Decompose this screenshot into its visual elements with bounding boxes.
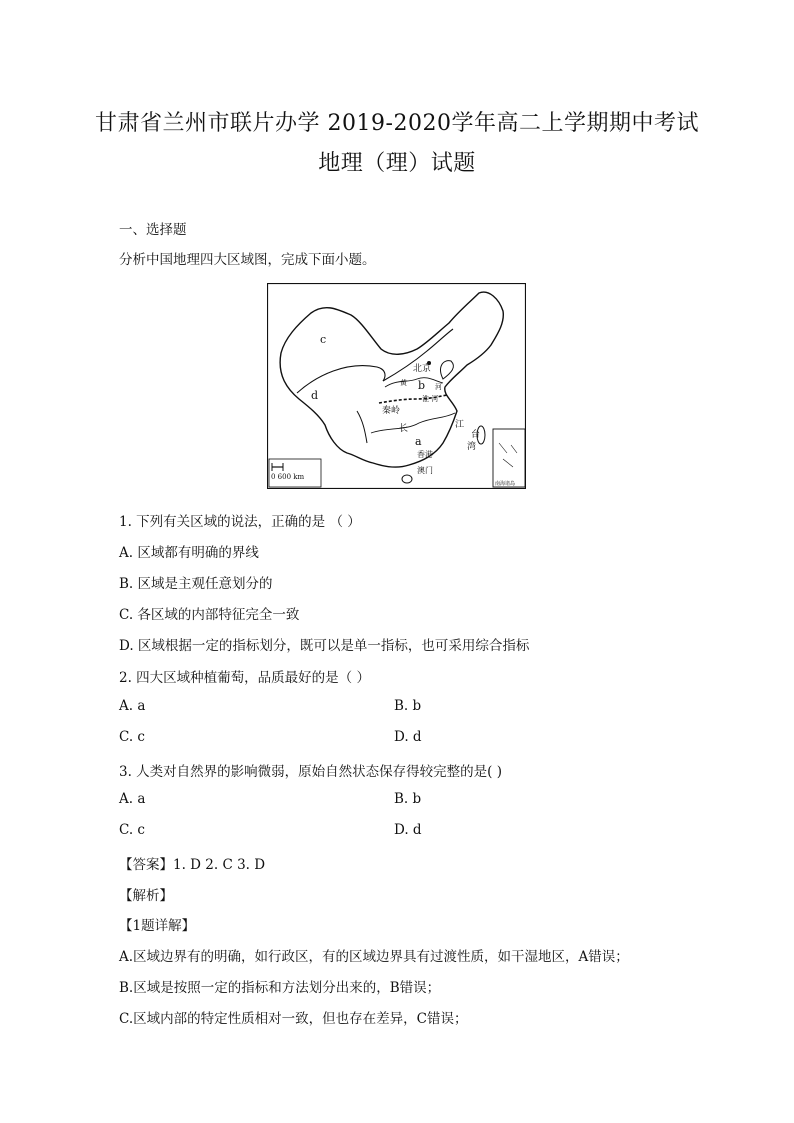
question-2-stem: 2. 四大区域种植葡萄，品质最好的是（ ） (119, 670, 370, 686)
huang-label: 黄 (400, 379, 407, 387)
explanation-c: C.区域内部的特定性质相对一致，但也存在差异，C错误； (119, 1011, 468, 1027)
page-title-line2: 地理（理）试题 (318, 151, 476, 176)
jiang-label: 江 (455, 420, 465, 430)
analysis-heading: 【解析】 (119, 888, 173, 904)
chang-label: 长 (399, 424, 409, 434)
explanation-b: B.区域是按照一定的指标和方法划分出来的，B错误； (119, 980, 441, 996)
question-3-option-d: D. d (394, 822, 422, 838)
question-2-option-c: C. c (119, 729, 145, 745)
intro-text: 分析中国地理四大区域图，完成下面小题。 (119, 252, 376, 268)
aomen-label: 澳门 (417, 466, 433, 475)
nanhai-inset (493, 429, 525, 487)
china-four-regions-map (267, 283, 526, 489)
huaihe-label: 淮 河 (422, 395, 439, 403)
region-b-label: b (418, 379, 426, 392)
question-1-option-a: A. 区域都有明确的界线 (119, 545, 259, 561)
wan-label: 湾 (467, 442, 477, 452)
region-c-label: c (320, 333, 327, 346)
question-1-stem: 1. 下列有关区域的说法，正确的是 （ ） (119, 514, 361, 530)
xianggang-label: 香港 (417, 450, 433, 459)
scale-label: 0 600 km (271, 473, 305, 481)
region-d-label: d (311, 389, 319, 402)
question-2-option-b: B. b (394, 698, 422, 714)
question-1-option-d: D. 区域根据一定的指标划分，既可以是单一指标，也可采用综合指标 (119, 638, 530, 654)
page-title-line1: 甘肃省兰州市联片办学 2019-2020学年高二上学期期中考试 (95, 111, 699, 136)
question-3-option-b: B. b (394, 791, 422, 807)
answer-line: 【答案】1. D 2. C 3. D (119, 857, 266, 873)
question-2-option-a: A. a (119, 698, 146, 714)
section-heading: 一、选择题 (119, 222, 187, 238)
question-1-option-b: B. 区域是主观任意划分的 (119, 576, 273, 592)
region-a-label: a (415, 435, 422, 448)
tai-label: 台 (471, 430, 481, 440)
qinling-label: 秦岭 (382, 406, 401, 416)
nanhai-label: 南海诸岛 (495, 481, 516, 487)
question-3-option-a: A. a (119, 791, 146, 807)
beijing-label: 北京 (413, 364, 432, 374)
explanation-a: A.区域边界有的明确，如行政区，有的区域边界具有过渡性质，如干湿地区，A错误； (119, 949, 629, 965)
question-1-option-c: C. 各区域的内部特征完全一致 (119, 607, 300, 623)
detail-heading: 【1题详解】 (119, 918, 196, 934)
he-label: 河 (435, 383, 442, 391)
question-3-option-c: C. c (119, 822, 145, 838)
question-2-option-d: D. d (394, 729, 422, 745)
question-3-stem: 3. 人类对自然界的影响微弱，原始自然状态保存得较完整的是( ) (119, 764, 502, 780)
